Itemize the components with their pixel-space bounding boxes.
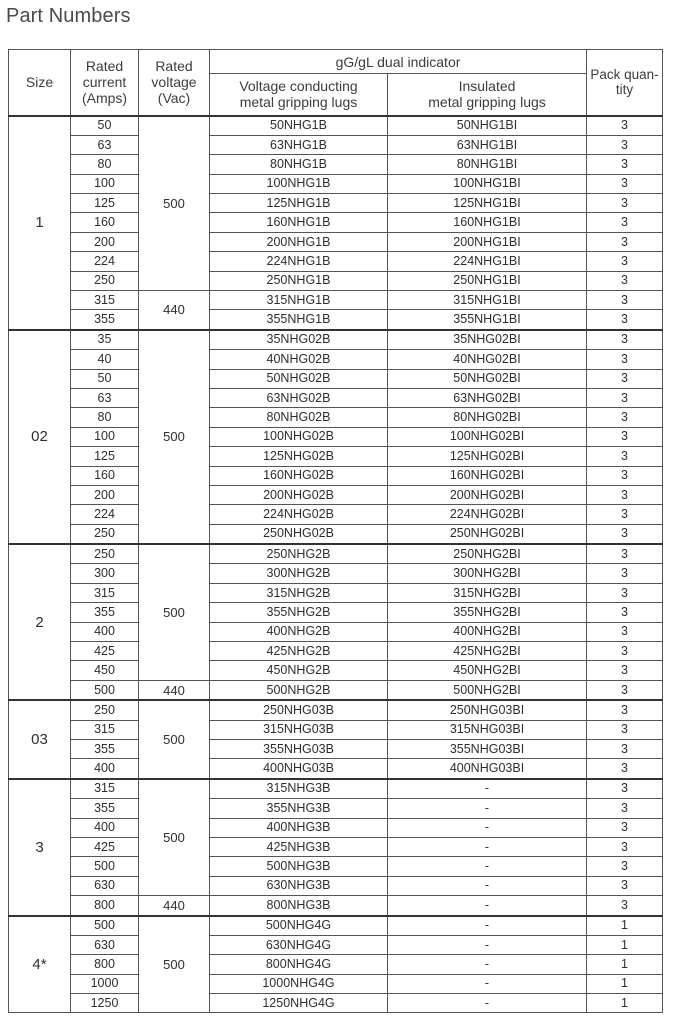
insulated-part-cell: - — [388, 837, 587, 856]
conducting-part-cell: 300NHG2B — [210, 564, 388, 583]
pack-quantity-cell: 3 — [587, 135, 663, 154]
pack-quantity-cell: 3 — [587, 661, 663, 680]
pack-quantity-cell: 3 — [587, 603, 663, 622]
header-rated-current — [71, 50, 139, 116]
size-cell: 03 — [9, 700, 71, 779]
conducting-part-cell: 400NHG2B — [210, 622, 388, 641]
insulated-part-cell: - — [388, 857, 587, 876]
pack-quantity-cell: 3 — [587, 583, 663, 602]
rated-current-cell: 125 — [71, 194, 139, 213]
rated-current-cell: 125 — [71, 447, 139, 466]
table-row — [9, 330, 663, 350]
conducting-part-cell: 800NHG4G — [210, 955, 388, 974]
insulated-part-cell: 315NHG03BI — [388, 720, 587, 739]
header-size-label: Size — [25, 74, 54, 91]
rated-current-cell: 250 — [71, 271, 139, 290]
insulated-part-cell: 250NHG2BI — [388, 544, 587, 564]
table-row — [9, 740, 663, 759]
rated-current-cell: 100 — [71, 427, 139, 446]
pack-quantity-cell: 3 — [587, 155, 663, 174]
pack-quantity-cell: 3 — [587, 291, 663, 310]
table-row — [9, 213, 663, 232]
conducting-part-cell: 400NHG03B — [210, 759, 388, 779]
rated-voltage-cell: 500 — [139, 700, 210, 779]
pack-quantity-cell: 3 — [587, 818, 663, 837]
pack-quantity-cell: 3 — [587, 564, 663, 583]
conducting-part-cell: 500NHG3B — [210, 857, 388, 876]
rated-current-cell: 160 — [71, 466, 139, 485]
table-row — [9, 955, 663, 974]
table-row — [9, 974, 663, 993]
insulated-part-cell: 355NHG1BI — [388, 310, 587, 330]
page-title: Part Numbers — [6, 5, 131, 27]
rated-current-cell: 355 — [71, 740, 139, 759]
rated-current-cell: 500 — [71, 857, 139, 876]
insulated-part-cell: 100NHG02BI — [388, 427, 587, 446]
table-row — [9, 388, 663, 407]
table-row — [9, 291, 663, 310]
conducting-part-cell: 355NHG3B — [210, 799, 388, 818]
conducting-part-cell: 1000NHG4G — [210, 974, 388, 993]
conducting-part-cell: 63NHG1B — [210, 135, 388, 154]
conducting-part-cell: 100NHG1B — [210, 174, 388, 193]
table-row — [9, 896, 663, 916]
pack-quantity-cell: 3 — [587, 524, 663, 544]
conducting-part-cell: 224NHG02B — [210, 505, 388, 524]
insulated-part-cell: 450NHG2BI — [388, 661, 587, 680]
rated-current-cell: 400 — [71, 622, 139, 641]
table-row — [9, 271, 663, 290]
rated-current-cell: 1250 — [71, 994, 139, 1013]
rated-current-cell: 224 — [71, 252, 139, 271]
rated-current-cell: 40 — [71, 350, 139, 369]
insulated-part-cell: 63NHG02BI — [388, 388, 587, 407]
table-body — [9, 116, 663, 1013]
conducting-part-cell: 35NHG02B — [210, 330, 388, 350]
rated-current-cell: 50 — [71, 369, 139, 388]
rated-voltage-cell: 500 — [139, 916, 210, 1013]
pack-quantity-cell: 3 — [587, 388, 663, 407]
conducting-part-cell: 250NHG03B — [210, 700, 388, 720]
header-rated-voltage-line3: (Vac) — [157, 90, 191, 107]
rated-current-cell: 425 — [71, 837, 139, 856]
table-row — [9, 680, 663, 700]
rated-current-cell: 100 — [71, 174, 139, 193]
conducting-part-cell: 450NHG2B — [210, 661, 388, 680]
header-voltage-conducting-line1: Voltage conducting — [239, 78, 358, 95]
conducting-part-cell: 50NHG1B — [210, 116, 388, 136]
table-row — [9, 427, 663, 446]
pack-quantity-cell: 3 — [587, 350, 663, 369]
insulated-part-cell: - — [388, 935, 587, 954]
pack-quantity-cell: 3 — [587, 680, 663, 700]
conducting-part-cell: 250NHG02B — [210, 524, 388, 544]
pack-quantity-cell: 3 — [587, 485, 663, 504]
table-row — [9, 135, 663, 154]
rated-current-cell: 450 — [71, 661, 139, 680]
insulated-part-cell: - — [388, 799, 587, 818]
table-row — [9, 603, 663, 622]
pack-quantity-cell: 3 — [587, 779, 663, 799]
insulated-part-cell: 200NHG02BI — [388, 485, 587, 504]
pack-quantity-cell: 3 — [587, 700, 663, 720]
header-insulated-line1: Insulated — [458, 78, 516, 95]
pack-quantity-cell: 3 — [587, 271, 663, 290]
rated-voltage-cell: 440 — [139, 896, 210, 916]
table-row — [9, 876, 663, 895]
table-row — [9, 232, 663, 251]
insulated-part-cell: 425NHG2BI — [388, 642, 587, 661]
table-row — [9, 720, 663, 739]
conducting-part-cell: 40NHG02B — [210, 350, 388, 369]
conducting-part-cell: 80NHG02B — [210, 408, 388, 427]
table-row — [9, 759, 663, 779]
insulated-part-cell: - — [388, 896, 587, 916]
table-row — [9, 642, 663, 661]
insulated-part-cell: 355NHG03BI — [388, 740, 587, 759]
insulated-part-cell: 80NHG1BI — [388, 155, 587, 174]
conducting-part-cell: 200NHG02B — [210, 485, 388, 504]
insulated-part-cell: 224NHG02BI — [388, 505, 587, 524]
header-rated-current-line1: Rated — [85, 58, 124, 75]
insulated-part-cell: 315NHG2BI — [388, 583, 587, 602]
header-indicator-group-label: gG/gL dual indicator — [335, 53, 461, 70]
pack-quantity-cell: 3 — [587, 194, 663, 213]
table-row — [9, 857, 663, 876]
header-pack-quantity-line1: Pack quan- — [590, 67, 659, 83]
rated-current-cell: 250 — [71, 544, 139, 564]
insulated-part-cell: 200NHG1BI — [388, 232, 587, 251]
rated-current-cell: 200 — [71, 232, 139, 251]
rated-current-cell: 315 — [71, 291, 139, 310]
table-row — [9, 116, 663, 136]
table-row — [9, 524, 663, 544]
rated-current-cell: 80 — [71, 155, 139, 174]
rated-current-cell: 224 — [71, 505, 139, 524]
rated-current-cell: 400 — [71, 818, 139, 837]
insulated-part-cell: 125NHG1BI — [388, 194, 587, 213]
table-row — [9, 252, 663, 271]
insulated-part-cell: - — [388, 916, 587, 936]
rated-current-cell: 500 — [71, 916, 139, 936]
insulated-part-cell: 40NHG02BI — [388, 350, 587, 369]
insulated-part-cell: 400NHG03BI — [388, 759, 587, 779]
pack-quantity-cell: 3 — [587, 896, 663, 916]
insulated-part-cell: 250NHG03BI — [388, 700, 587, 720]
insulated-part-cell: 315NHG1BI — [388, 291, 587, 310]
insulated-part-cell: 160NHG02BI — [388, 466, 587, 485]
rated-current-cell: 400 — [71, 759, 139, 779]
header-insulated — [388, 74, 587, 116]
insulated-part-cell: 160NHG1BI — [388, 213, 587, 232]
insulated-part-cell: 35NHG02BI — [388, 330, 587, 350]
table-row — [9, 779, 663, 799]
pack-quantity-cell: 3 — [587, 876, 663, 895]
header-voltage-conducting-line2: metal gripping lugs — [239, 94, 358, 111]
table-row — [9, 310, 663, 330]
conducting-part-cell: 355NHG1B — [210, 310, 388, 330]
table-row — [9, 194, 663, 213]
pack-quantity-cell: 3 — [587, 232, 663, 251]
pack-quantity-cell: 3 — [587, 720, 663, 739]
conducting-part-cell: 63NHG02B — [210, 388, 388, 407]
conducting-part-cell: 500NHG2B — [210, 680, 388, 700]
insulated-part-cell: - — [388, 955, 587, 974]
conducting-part-cell: 630NHG3B — [210, 876, 388, 895]
conducting-part-cell: 125NHG02B — [210, 447, 388, 466]
pack-quantity-cell: 1 — [587, 974, 663, 993]
conducting-part-cell: 355NHG2B — [210, 603, 388, 622]
rated-voltage-cell: 500 — [139, 544, 210, 680]
pack-quantity-cell: 3 — [587, 759, 663, 779]
size-cell: 4* — [9, 916, 71, 1013]
header-pack-quantity-line2: tity — [615, 82, 634, 98]
table-row — [9, 174, 663, 193]
size-cell: 2 — [9, 544, 71, 700]
table-row — [9, 661, 663, 680]
insulated-part-cell: - — [388, 779, 587, 799]
rated-current-cell: 300 — [71, 564, 139, 583]
conducting-part-cell: 425NHG2B — [210, 642, 388, 661]
table-row — [9, 916, 663, 936]
rated-current-cell: 200 — [71, 485, 139, 504]
conducting-part-cell: 100NHG02B — [210, 427, 388, 446]
pack-quantity-cell: 3 — [587, 799, 663, 818]
table-row — [9, 994, 663, 1013]
pack-quantity-cell: 3 — [587, 857, 663, 876]
header-rated-voltage — [139, 50, 210, 116]
rated-current-cell: 160 — [71, 213, 139, 232]
pack-quantity-cell: 3 — [587, 310, 663, 330]
pack-quantity-cell: 3 — [587, 544, 663, 564]
pack-quantity-cell: 3 — [587, 622, 663, 641]
rated-current-cell: 80 — [71, 408, 139, 427]
table-row — [9, 505, 663, 524]
insulated-part-cell: 355NHG2BI — [388, 603, 587, 622]
pack-quantity-cell: 1 — [587, 916, 663, 936]
rated-current-cell: 355 — [71, 799, 139, 818]
rated-current-cell: 425 — [71, 642, 139, 661]
conducting-part-cell: 160NHG02B — [210, 466, 388, 485]
conducting-part-cell: 355NHG03B — [210, 740, 388, 759]
rated-voltage-cell: 440 — [139, 680, 210, 700]
table-row — [9, 155, 663, 174]
insulated-part-cell: - — [388, 876, 587, 895]
pack-quantity-cell: 1 — [587, 955, 663, 974]
conducting-part-cell: 224NHG1B — [210, 252, 388, 271]
rated-current-cell: 250 — [71, 700, 139, 720]
table-row — [9, 583, 663, 602]
rated-current-cell: 355 — [71, 310, 139, 330]
table-row — [9, 369, 663, 388]
pack-quantity-cell: 3 — [587, 369, 663, 388]
size-cell: 3 — [9, 779, 71, 916]
conducting-part-cell: 200NHG1B — [210, 232, 388, 251]
insulated-part-cell: 50NHG02BI — [388, 369, 587, 388]
header-pack-quantity — [587, 50, 663, 116]
rated-current-cell: 63 — [71, 135, 139, 154]
table-row — [9, 485, 663, 504]
table-row — [9, 799, 663, 818]
rated-current-cell: 35 — [71, 330, 139, 350]
table-row — [9, 700, 663, 720]
insulated-part-cell: 500NHG2BI — [388, 680, 587, 700]
insulated-part-cell: - — [388, 974, 587, 993]
rated-current-cell: 315 — [71, 720, 139, 739]
rated-current-cell: 250 — [71, 524, 139, 544]
conducting-part-cell: 250NHG1B — [210, 271, 388, 290]
conducting-part-cell: 315NHG03B — [210, 720, 388, 739]
insulated-part-cell: 80NHG02BI — [388, 408, 587, 427]
insulated-part-cell: 100NHG1BI — [388, 174, 587, 193]
table-row — [9, 466, 663, 485]
insulated-part-cell: 400NHG2BI — [388, 622, 587, 641]
header-indicator-group — [210, 50, 587, 74]
pack-quantity-cell: 3 — [587, 330, 663, 350]
conducting-part-cell: 315NHG1B — [210, 291, 388, 310]
pack-quantity-cell: 3 — [587, 466, 663, 485]
table-row — [9, 350, 663, 369]
rated-current-cell: 800 — [71, 955, 139, 974]
insulated-part-cell: 250NHG02BI — [388, 524, 587, 544]
conducting-part-cell: 315NHG3B — [210, 779, 388, 799]
table-row — [9, 935, 663, 954]
insulated-part-cell: 300NHG2BI — [388, 564, 587, 583]
rated-current-cell: 630 — [71, 876, 139, 895]
rated-current-cell: 630 — [71, 935, 139, 954]
conducting-part-cell: 425NHG3B — [210, 837, 388, 856]
size-cell: 1 — [9, 116, 71, 330]
rated-current-cell: 63 — [71, 388, 139, 407]
rated-current-cell: 1000 — [71, 974, 139, 993]
header-rated-voltage-line2: voltage — [151, 74, 197, 91]
rated-current-cell: 800 — [71, 896, 139, 916]
conducting-part-cell: 250NHG2B — [210, 544, 388, 564]
rated-current-cell: 315 — [71, 583, 139, 602]
rated-current-cell: 50 — [71, 116, 139, 136]
header-insulated-line2: metal gripping lugs — [428, 94, 546, 111]
header-rated-current-line3: (Amps) — [81, 90, 128, 107]
insulated-part-cell: - — [388, 818, 587, 837]
conducting-part-cell: 80NHG1B — [210, 155, 388, 174]
conducting-part-cell: 50NHG02B — [210, 369, 388, 388]
rated-voltage-cell: 500 — [139, 116, 210, 291]
pack-quantity-cell: 3 — [587, 116, 663, 136]
insulated-part-cell: 125NHG02BI — [388, 447, 587, 466]
table-row — [9, 818, 663, 837]
header-size — [9, 50, 71, 116]
rated-voltage-cell: 500 — [139, 330, 210, 544]
rated-current-cell: 315 — [71, 779, 139, 799]
rated-current-cell: 500 — [71, 680, 139, 700]
size-cell: 02 — [9, 330, 71, 544]
conducting-part-cell: 630NHG4G — [210, 935, 388, 954]
table-row — [9, 622, 663, 641]
conducting-part-cell: 1250NHG4G — [210, 994, 388, 1013]
table-row — [9, 544, 663, 564]
insulated-part-cell: 250NHG1BI — [388, 271, 587, 290]
insulated-part-cell: 50NHG1BI — [388, 116, 587, 136]
table-row — [9, 564, 663, 583]
pack-quantity-cell: 3 — [587, 447, 663, 466]
pack-quantity-cell: 3 — [587, 505, 663, 524]
conducting-part-cell: 160NHG1B — [210, 213, 388, 232]
rated-voltage-cell: 500 — [139, 779, 210, 896]
conducting-part-cell: 125NHG1B — [210, 194, 388, 213]
insulated-part-cell: - — [388, 994, 587, 1013]
pack-quantity-cell: 3 — [587, 740, 663, 759]
table-row — [9, 837, 663, 856]
pack-quantity-cell: 3 — [587, 837, 663, 856]
pack-quantity-cell: 1 — [587, 994, 663, 1013]
pack-quantity-cell: 3 — [587, 213, 663, 232]
insulated-part-cell: 224NHG1BI — [388, 252, 587, 271]
pack-quantity-cell: 1 — [587, 935, 663, 954]
conducting-part-cell: 315NHG2B — [210, 583, 388, 602]
rated-voltage-cell: 440 — [139, 291, 210, 330]
table-row — [9, 447, 663, 466]
pack-quantity-cell: 3 — [587, 252, 663, 271]
conducting-part-cell: 400NHG3B — [210, 818, 388, 837]
conducting-part-cell: 800NHG3B — [210, 896, 388, 916]
pack-quantity-cell: 3 — [587, 174, 663, 193]
header-voltage-conducting — [210, 74, 388, 116]
part-numbers-table — [8, 49, 663, 1013]
pack-quantity-cell: 3 — [587, 427, 663, 446]
insulated-part-cell: 63NHG1BI — [388, 135, 587, 154]
pack-quantity-cell: 3 — [587, 642, 663, 661]
table-header — [9, 50, 663, 116]
header-rated-current-line2: current — [82, 74, 127, 91]
table-row — [9, 408, 663, 427]
rated-current-cell: 355 — [71, 603, 139, 622]
pack-quantity-cell: 3 — [587, 408, 663, 427]
conducting-part-cell: 500NHG4G — [210, 916, 388, 936]
header-rated-voltage-line1: Rated — [155, 58, 193, 75]
